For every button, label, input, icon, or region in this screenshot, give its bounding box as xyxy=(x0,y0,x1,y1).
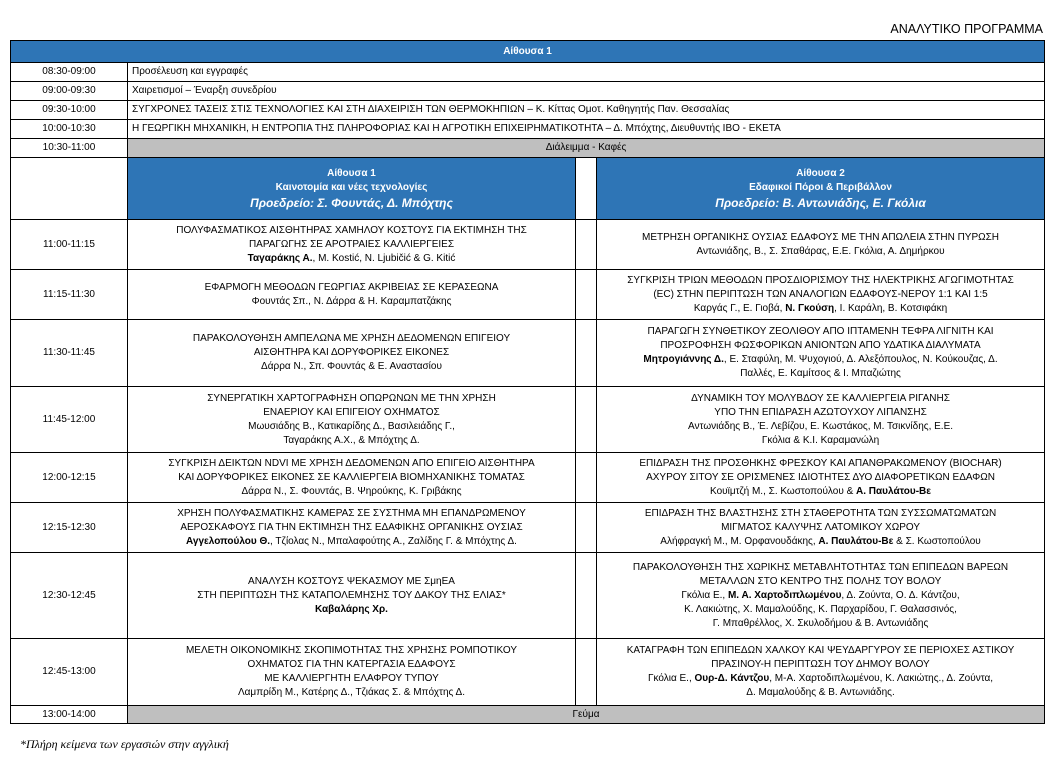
co-authors: , M. Kostić, N. Ljubičić & G. Kitić xyxy=(312,252,456,264)
talk-title-line: ΚΑΙ ΔΟΡΥΦΟΡΙΚΕΣ ΕΙΚΟΝΕΣ ΣΕ ΚΑΛΛΙΕΡΓΕΙΑ ΒΙΟΜΗΧΑΝΙΚΗΣ ΤΟΜΑΤΑΣ xyxy=(178,471,525,483)
talk-title-line: ΟΧΗΜΑΤΟΣ ΓΙΑ ΤΗΝ ΚΑΤΕΡΓΑΣΙΑ ΕΔΑΦΟΥΣ xyxy=(247,659,456,670)
presenting-author: Αγγελοπούλου Θ. xyxy=(186,535,271,547)
intro-row xyxy=(11,120,1045,139)
room2-talk xyxy=(597,553,1045,639)
time-cell: 13:00-14:00 xyxy=(11,706,128,724)
empty-time-cell xyxy=(11,158,128,220)
co-authors: Γκόλια Ε., xyxy=(681,589,728,601)
co-authors: Δάρρα Ν., Σπ. Φουντάς & Ε. Αναστασίου xyxy=(261,361,442,372)
talk-authors-line xyxy=(601,672,1040,686)
column-gap xyxy=(576,387,597,453)
co-authors: Ταγαράκης Α.Χ., & Μπόχτης Δ. xyxy=(283,434,420,446)
room2-talk xyxy=(597,320,1045,387)
talk-authors-line xyxy=(132,434,571,448)
column-gap xyxy=(576,639,597,706)
time-cell: 10:00-10:30 xyxy=(11,120,128,139)
talk-title-line: ΧΡΗΣΗ ΠΟΛΥΦΑΣΜΑΤΙΚΗΣ ΚΑΜΕΡΑΣ ΣΕ ΣΥΣΤΗΜΑ ΜΗ ΕΠΑΝΔΡΩΜΕΝΟΥ xyxy=(177,507,526,519)
talk-title-line: ΑΙΣΘΗΤΗΡΑ ΚΑΙ ΔΟΡΥΦΟΡΙΚΕΣ ΕΙΚΟΝΕΣ xyxy=(253,347,450,358)
presenting-author: Καβαλάρης Χρ. xyxy=(315,603,388,615)
talk-title-line: ΠΑΡΑΚΟΛΟΥΘΗΣΗ ΑΜΠΕΛΩΝΑ ΜΕ ΧΡΗΣΗ ΔΕΔΟΜΕΝΩΝ ΕΠΙΓΕΙΟΥ xyxy=(192,333,511,344)
document-title: ΑΝΑΛΥΤΙΚΟ ΠΡΟΓΡΑΜΜΑ xyxy=(890,22,1043,36)
co-authors: , Τζίολας Ν., Μπαλαφούτης Α., Ζαλίδης Γ. & Μπόχτης Δ. xyxy=(270,535,517,547)
talk-title-line: ΠΑΡΑΚΟΛΟΥΘΗΣΗ ΤΗΣ ΧΩΡΙΚΗΣ ΜΕΤΑΒΛΗΤΟΤΗΤΑΣ ΤΩΝ ΕΠΙΠΕΔΩΝ ΒΑΡΕΩΝ xyxy=(632,561,1009,573)
time-cell: 12:30-12:45 xyxy=(11,553,128,639)
time-cell: 12:45-13:00 xyxy=(11,639,128,706)
talk-row xyxy=(11,503,1045,553)
room-theme: Καινοτομία και νέες τεχνολογίες xyxy=(275,181,428,193)
talk-authors-line xyxy=(132,686,571,700)
presenting-author: Ουρ-Δ. Κάντζου xyxy=(694,673,770,684)
co-authors: Γ. Μπαθρέλλος, Χ. Σκυλοδήμου & Β. Αντωνιάδης xyxy=(712,617,929,629)
talk-title-line: ΥΠΟ ΤΗΝ ΕΠΙΔΡΑΣΗ ΑΖΩΤΟΥΧΟΥ ΛΙΠΑΝΣΗΣ xyxy=(714,406,927,418)
talk-title-line: (EC) ΣΤΗΝ ΠΕΡΙΠΤΩΣΗ ΤΩΝ ΑΝΑΛΟΓΙΩΝ ΕΔΑΦΟΥΣ-ΝΕΡΟΥ 1:1 ΚΑΙ 1:5 xyxy=(653,288,988,300)
co-authors: Γκόλια & Κ.Ι. Καραμανώλη xyxy=(761,434,880,446)
talk-row xyxy=(11,453,1045,503)
room-name: Αίθουσα 2 xyxy=(796,167,845,179)
talk-title-line: ΕΦΑΡΜΟΓΗ ΜΕΘΟΔΩΝ ΓΕΩΡΓΙΑΣ ΑΚΡΙΒΕΙΑΣ ΣΕ ΚΕΡΑΣΕΩΝΑ xyxy=(204,281,499,293)
lunch-label: Γεύμα xyxy=(128,706,1045,724)
footnote: *Πλήρη κείμενα των εργασιών στην αγγλική xyxy=(20,737,229,751)
co-authors: Κ. Λακιώτης, Χ. Μαμαλούδης, Κ. Παρχαρίδου, Γ. Θαλασσινός, xyxy=(684,603,957,615)
talk-authors-line xyxy=(601,420,1040,434)
co-authors: Μωυσιάδης Β., Κατικαρίδης Δ., Βασιλειάδης Γ., xyxy=(248,420,455,432)
talk-row xyxy=(11,639,1045,706)
talk-authors-line xyxy=(601,485,1040,499)
room2-talk xyxy=(597,639,1045,706)
schedule-table xyxy=(10,40,1045,724)
co-authors: Αντωνιάδης, Β., Σ. Σπαθάρας, Ε.Ε. Γκόλια, Α. Δημήρκου xyxy=(696,245,945,257)
presenting-author: Μ. Α. Χαρτοδιπλωμένου xyxy=(727,589,842,601)
talk-title-line: ΠΡΑΣΙΝΟΥ-Η ΠΕΡΙΠΤΩΣΗ ΤΟΥ ΔΗΜΟΥ ΒΟΛΟΥ xyxy=(711,659,930,670)
room1-talk xyxy=(128,220,576,270)
talk-row xyxy=(11,270,1045,320)
talk-title-line: ΣΥΓΚΡΙΣΗ ΤΡΙΩΝ ΜΕΘΟΔΩΝ ΠΡΟΣΔΙΟΡΙΣΜΟΥ ΤΗΣ ΗΛΕΚΤΡΙΚΗΣ ΑΓΩΓΙΜΟΤΗΤΑΣ xyxy=(627,274,1014,286)
room1-talk xyxy=(128,320,576,387)
co-authors: Καργάς Γ., Ε. Γιοβά, xyxy=(693,302,786,314)
room1-talk xyxy=(128,453,576,503)
lunch-row xyxy=(11,706,1045,724)
room1-session-header xyxy=(128,158,576,220)
co-authors: Φουντάς Σπ., Ν. Δάρρα & Η. Καραμπατζάκης xyxy=(251,295,452,307)
talk-title-line: ΔΥΝΑΜΙΚΗ ΤΟΥ ΜΟΛΥΒΔΟΥ ΣΕ ΚΑΛΛΙΕΡΓΕΙΑ ΡΙΓΑΝΗΣ xyxy=(691,392,950,404)
room2-session-header xyxy=(597,158,1045,220)
column-gap xyxy=(576,503,597,553)
talk-title-line: ΣΤΗ ΠΕΡΙΠΤΩΣΗ ΤΗΣ ΚΑΤΑΠΟΛΕΜΗΣΗΣ ΤΟΥ ΔΑΚΟΥ ΤΗΣ ΕΛΙΑΣ* xyxy=(197,589,506,601)
presenting-author: Ταγαράκης Α. xyxy=(247,252,313,264)
room1-talk xyxy=(128,270,576,320)
talk-authors-line xyxy=(601,617,1040,631)
co-authors: Λαμπρίδη Μ., Κατέρης Δ., Τζιάκας Σ. & Μπόχτης Δ. xyxy=(237,687,466,698)
talk-authors-line xyxy=(132,360,571,374)
break-label: Διάλειμμα - Καφές xyxy=(128,139,1045,158)
time-cell: 10:30-11:00 xyxy=(11,139,128,158)
room-theme: Εδαφικοί Πόροι & Περιβάλλον xyxy=(749,181,892,193)
talk-title-line: ΕΠΙΔΡΑΣΗ ΤΗΣ ΒΛΑΣΤΗΣΗΣ ΣΤΗ ΣΤΑΘΕΡΟΤΗΤΑ ΤΩΝ ΣΥΣΣΩΜΑΤΩΜΑΤΩΝ xyxy=(644,507,997,519)
talk-title-line: ΠΑΡΑΓΩΓΗΣ ΣΕ ΑΡΟΤΡΑΙΕΣ ΚΑΛΛΙΕΡΓΕΙΕΣ xyxy=(248,238,455,250)
talk-authors-line xyxy=(132,295,571,309)
intro-row xyxy=(11,82,1045,101)
room2-talk xyxy=(597,220,1045,270)
talk-authors-line xyxy=(132,420,571,434)
column-gap xyxy=(576,453,597,503)
rooms-header-row xyxy=(11,158,1045,220)
room1-header: Αίθουσα 1 xyxy=(11,41,1045,63)
talk-authors-line xyxy=(601,589,1040,603)
talk-title-line: ΠΡΟΣΡΟΦΗΣΗ ΦΩΣΦΟΡΙΚΩΝ ΑΝΙΟΝΤΩΝ ΑΠΟ ΥΔΑΤΙΚΑ ΔΙΑΛΥΜΑΤΑ xyxy=(660,340,981,351)
talk-authors-line xyxy=(601,353,1040,367)
time-cell: 11:45-12:00 xyxy=(11,387,128,453)
session-text: Χαιρετισμοί – Έναρξη συνεδρίου xyxy=(128,82,1045,101)
talk-authors-line xyxy=(132,252,571,266)
presenting-author: Α. Παυλάτου-Βε xyxy=(856,485,931,497)
time-cell: 09:30-10:00 xyxy=(11,101,128,120)
room2-talk xyxy=(597,270,1045,320)
talk-title-line: ΑΧΥΡΟΥ ΣΙΤΟΥ ΣΕ ΟΡΙΣΜΕΝΕΣ ΙΔΙΟΤΗΤΕΣ ΔΥΟ ΔΙΑΦΟΡΕΤΙΚΩΝ ΕΔΑΦΩΝ xyxy=(646,471,995,483)
co-authors: Κουϊμτζή Μ., Σ. Κωστοπούλου & xyxy=(710,485,857,497)
room1-talk xyxy=(128,553,576,639)
co-authors: Αντωνιάδης Β., Έ. Λεβίζου, Ε. Κωστάκος, Μ. Τσικνίδης, Ε.Ε. xyxy=(688,420,954,432)
time-cell: 11:30-11:45 xyxy=(11,320,128,387)
talk-title-line: ΣΥΓΚΡΙΣΗ ΔΕΙΚΤΩΝ NDVI ΜΕ ΧΡΗΣΗ ΔΕΔΟΜΕΝΩΝ ΑΠΟ ΕΠΙΓΕΙΟ ΑΙΣΘΗΤΗΡΑ xyxy=(168,457,535,469)
talk-title-line: ΚΑΤΑΓΡΑΦΗ ΤΩΝ ΕΠΙΠΕΔΩΝ ΧΑΛΚΟΥ ΚΑΙ ΨΕΥΔΑΡΓΥΡΟΥ ΣΕ ΠΕΡΙΟΧΕΣ ΑΣΤΙΚΟΥ xyxy=(626,645,1015,656)
talk-title-line: ΠΑΡΑΓΩΓΗ ΣΥΝΘΕΤΙΚΟΥ ΖΕΟΛΙΘΟΥ ΑΠΟ ΙΠΤΑΜΕΝΗ ΤΕΦΡΑ ΛΙΓΝΙΤΗ ΚΑΙ xyxy=(647,326,994,337)
session-text: Η ΓΕΩΡΓΙΚΗ ΜΗΧΑΝΙΚΗ, Η ΕΝΤΡΟΠΙΑ ΤΗΣ ΠΛΗΡΟΦΟΡΙΑΣ ΚΑΙ Η ΑΓΡΟΤΙΚΗ ΕΠΙΧΕΙΡΗΜΑΤΙΚΟΤΗΤΑ – Δ. Μπόχτης, Διευθυντής ΙΒΟ - ΕΚΕΤΑ xyxy=(128,120,1045,139)
talk-authors-line xyxy=(132,535,571,549)
column-gap xyxy=(576,553,597,639)
talk-authors-line xyxy=(132,485,571,499)
talk-authors-line xyxy=(601,434,1040,448)
talk-authors-line xyxy=(601,686,1040,700)
co-authors: Παλλές, Ε. Καμίτσος & Ι. Μπαζιώτης xyxy=(740,368,901,379)
talk-title-line: ΜΙΓΜΑΤΟΣ ΚΑΛΥΨΗΣ ΛΑΤΟΜΙΚΟΥ ΧΩΡΟΥ xyxy=(721,521,920,533)
talk-authors-line xyxy=(601,535,1040,549)
room2-talk xyxy=(597,453,1045,503)
talk-row xyxy=(11,387,1045,453)
co-authors: Αλήφραγκή Μ., Μ. Ορφανουδάκης, xyxy=(660,535,819,547)
room2-talk xyxy=(597,503,1045,553)
co-authors: , Ε. Σταφύλη, Μ. Ψυχογιού, Δ. Αλεξόπουλος, Ν. Κούκουζας, Δ. xyxy=(723,354,998,365)
presenting-author: Α. Παυλάτου-Βε xyxy=(818,535,894,547)
room-name: Αίθουσα 1 xyxy=(327,167,376,179)
co-authors: , Μ-Α. Χαρτοδιπλωμένου, Κ. Λακιώτης., Δ. Ζούντα, xyxy=(769,673,994,684)
room1-talk xyxy=(128,503,576,553)
room1-talk xyxy=(128,387,576,453)
column-gap xyxy=(576,320,597,387)
intro-row xyxy=(11,63,1045,82)
talk-row xyxy=(11,553,1045,639)
room1-talk xyxy=(128,639,576,706)
presenting-author: Ν. Γκούση xyxy=(785,302,835,314)
column-gap xyxy=(576,220,597,270)
talk-title-line: ΜΕΤΑΛΛΩΝ ΣΤΟ ΚΕΝΤΡΟ ΤΗΣ ΠΟΛΗΣ ΤΟΥ ΒΟΛΟΥ xyxy=(699,575,942,587)
talk-title-line: ΜΕΤΡΗΣΗ ΟΡΓΑΝΙΚΗΣ ΟΥΣΙΑΣ ΕΔΑΦΟΥΣ ΜΕ ΤΗΝ ΑΠΩΛΕΙΑ ΣΤΗΝ ΠΥΡΩΣΗ xyxy=(642,231,1000,243)
column-gap xyxy=(576,270,597,320)
co-authors: Δάρρα Ν., Σ. Φουντάς, Β. Ψηρούκης, Κ. Γριβάκης xyxy=(241,485,462,497)
co-authors: , Δ. Ζούντα, Ο. Δ. Κάντζου, xyxy=(841,589,960,601)
talk-authors-line xyxy=(601,603,1040,617)
room-chair: Προεδρείο: Β. Αντωνιάδης, Ε. Γκόλια xyxy=(715,195,926,210)
talk-row xyxy=(11,320,1045,387)
intro-row xyxy=(11,101,1045,120)
talk-title-line: ΑΕΡΟΣΚΑΦΟΥΣ ΓΙΑ ΤΗΝ ΕΚΤΙΜΗΣΗ ΤΗΣ ΕΔΑΦΙΚΗΣ ΟΡΓΑΝΙΚΗΣ ΟΥΣΙΑΣ xyxy=(180,521,523,533)
room1-header-row xyxy=(11,41,1045,63)
time-cell: 08:30-09:00 xyxy=(11,63,128,82)
talk-title-line: ΜΕΛΕΤΗ ΟΙΚΟΝΟΜΙΚΗΣ ΣΚΟΠΙΜΟΤΗΤΑΣ ΤΗΣ ΧΡΗΣΗΣ ΡΟΜΠΟΤΙΚΟΥ xyxy=(185,645,518,656)
co-authors: , Ι. Καράλη, Β. Κοτσιφάκη xyxy=(834,302,948,314)
talk-title-line: ΠΟΛΥΦΑΣΜΑΤΙΚΟΣ ΑΙΣΘΗΤΗΡΑΣ ΧΑΜΗΛΟΥ ΚΟΣΤΟΥΣ ΓΙΑ ΕΚΤΙΜΗΣΗ ΤΗΣ xyxy=(176,224,527,236)
talk-title-line: ΑΝΑΛΥΣΗ ΚΟΣΤΟΥΣ ΨΕΚΑΣΜΟΥ ΜΕ ΣμηΕΑ xyxy=(248,575,455,587)
room2-talk xyxy=(597,387,1045,453)
break-row xyxy=(11,139,1045,158)
room-chair: Προεδρείο: Σ. Φουντάς, Δ. Μπόχτης xyxy=(250,195,453,210)
time-cell: 11:00-11:15 xyxy=(11,220,128,270)
talk-title-line: ΜΕ ΚΑΛΛΙΕΡΓΗΤΗ ΕΛΑΦΡΟΥ ΤΥΠΟΥ xyxy=(264,673,439,684)
session-text: ΣΥΓΧΡΟΝΕΣ ΤΑΣΕΙΣ ΣΤΙΣ ΤΕΧΝΟΛΟΓΙΕΣ ΚΑΙ ΣΤΗ ΔΙΑΧΕΙΡΙΣΗ ΤΩΝ ΘΕΡΜΟΚΗΠΙΩΝ – Κ. Κίττας Ομοτ. Καθηγητής Παν. Θεσσαλίας xyxy=(128,101,1045,120)
talk-title-line: ΕΝΑΕΡΙΟΥ ΚΑΙ ΕΠΙΓΕΙΟΥ ΟΧΗΜΑΤΟΣ xyxy=(263,406,440,418)
presenting-author: Μητρογιάννης Δ. xyxy=(643,354,724,365)
talk-authors-line xyxy=(132,603,571,617)
co-authors: & Σ. Κωστοπούλου xyxy=(893,535,981,547)
time-cell: 12:00-12:15 xyxy=(11,453,128,503)
time-cell: 09:00-09:30 xyxy=(11,82,128,101)
talk-authors-line xyxy=(601,367,1040,381)
column-gap xyxy=(576,158,597,220)
talk-row xyxy=(11,220,1045,270)
session-text: Προσέλευση και εγγραφές xyxy=(128,63,1045,82)
talk-authors-line xyxy=(601,245,1040,259)
co-authors: Γκόλια Ε., xyxy=(647,673,695,684)
co-authors: Δ. Μαμαλούδης & Β. Αντωνιάδης. xyxy=(746,687,895,698)
talk-authors-line xyxy=(601,302,1040,316)
talk-title-line: ΣΥΝΕΡΓΑΤΙΚΗ ΧΑΡΤΟΓΡΑΦΗΣΗ ΟΠΩΡΩΝΩΝ ΜΕ ΤΗΝ ΧΡΗΣΗ xyxy=(207,392,496,404)
talk-title-line: ΕΠΙΔΡΑΣΗ ΤΗΣ ΠΡΟΣΘΗΚΗΣ ΦΡΕΣΚΟΥ ΚΑΙ ΑΠΑΝΘΡΑΚΩΜΕΝΟΥ (BIOCHAR) xyxy=(639,457,1002,469)
time-cell: 12:15-12:30 xyxy=(11,503,128,553)
time-cell: 11:15-11:30 xyxy=(11,270,128,320)
